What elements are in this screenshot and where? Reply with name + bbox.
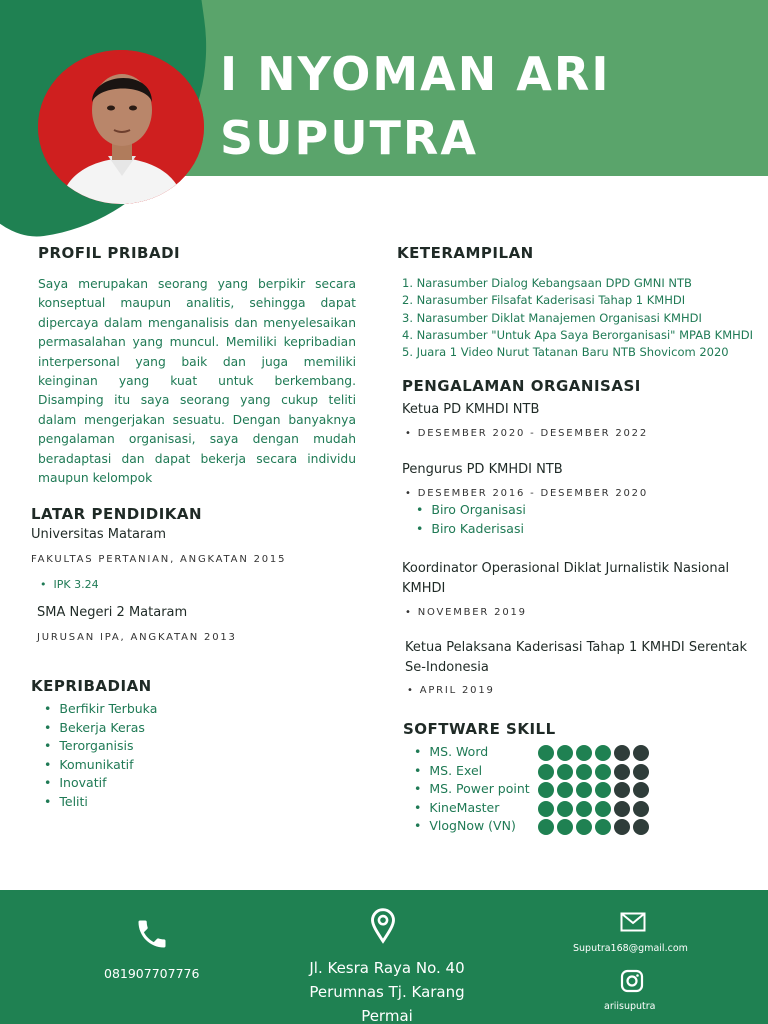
org-role: Pengurus PD KMHDI NTB: [402, 462, 563, 477]
sma-name: SMA Negeri 2 Mataram: [37, 605, 188, 620]
skill-dot-filled: [595, 782, 611, 798]
org-date: • DESEMBER 2016 - DESEMBER 2020: [405, 488, 648, 499]
org-sub-list: [416, 501, 526, 538]
skill-dot-row: [538, 763, 649, 782]
email-address[interactable]: Suputra168@gmail.com: [573, 943, 688, 954]
skill-dot-filled: [557, 764, 573, 780]
list-item: 2. Narasumber Filsafat Kaderisasi Tahap 1 KMHDI: [402, 293, 686, 308]
org-role-line: Koordinator Operasional Diklat Jurnalistik Nasional: [402, 561, 730, 576]
skill-dot-filled: [595, 819, 611, 835]
software-title: SOFTWARE SKILL: [403, 720, 556, 738]
phone-icon: [134, 916, 170, 952]
org-role: [405, 638, 747, 677]
skill-dot-empty: [614, 764, 630, 780]
skill-dot-empty: [633, 764, 649, 780]
skill-dot-empty: [633, 782, 649, 798]
software-name: • MS. Word: [414, 743, 530, 762]
instagram-handle[interactable]: ariisuputra: [604, 1001, 656, 1012]
organisasi-title: PENGALAMAN ORGANISASI: [402, 377, 641, 395]
skill-dot-row: [538, 800, 649, 819]
skill-dot-filled: [538, 819, 554, 835]
skill-dot-filled: [576, 745, 592, 761]
address-line: Jl. Kesra Raya No. 40: [309, 959, 465, 977]
org-date: • APRIL 2019: [407, 685, 495, 696]
org-role-line: Se-Indonesia: [405, 659, 489, 675]
software-list: [414, 743, 530, 836]
instagram-icon: [620, 969, 644, 993]
skill-dot-row: [538, 781, 649, 800]
skill-dot-filled: [595, 764, 611, 780]
skill-dot-filled: [576, 782, 592, 798]
org-role: [402, 559, 729, 598]
skill-dot-empty: [633, 745, 649, 761]
skill-dot-empty: [633, 801, 649, 817]
pendidikan-title: LATAR PENDIDIKAN: [31, 505, 203, 523]
skill-dot-filled: [576, 764, 592, 780]
keterampilan-list: [402, 275, 753, 361]
skill-dot-empty: [614, 782, 630, 798]
skill-dot-empty: [614, 801, 630, 817]
ipk-item: • IPK 3.24: [40, 578, 99, 591]
skill-dot-row: [538, 818, 649, 837]
list-item: 3. Narasumber Diklat Manajemen Organisasi KMHDI: [402, 310, 702, 325]
keterampilan-title: KETERAMPILAN: [397, 244, 534, 262]
list-item: • Komunikatif: [44, 756, 157, 775]
address: [280, 956, 494, 1024]
phone-number: 081907707776: [104, 966, 200, 981]
skill-dot-empty: [614, 745, 630, 761]
list-item: • Biro Organisasi: [416, 501, 526, 520]
sma-details: JURUSAN IPA, ANGKATAN 2013: [37, 632, 237, 643]
email-icon: [620, 912, 646, 932]
person-name: [220, 42, 610, 170]
name-line-1: I NYOMAN ARI: [220, 47, 611, 101]
list-item: 5. Juara 1 Video Nurut Tatanan Baru NTB Shovicom 2020: [402, 345, 729, 360]
univ-name: Universitas Mataram: [31, 527, 166, 542]
univ-details: FAKULTAS PERTANIAN, ANGKATAN 2015: [31, 554, 287, 565]
profile-photo: [38, 50, 204, 204]
org-role-line: KMHDI: [402, 580, 446, 596]
org-date: • DESEMBER 2020 - DESEMBER 2022: [405, 428, 648, 439]
skill-dot-filled: [557, 745, 573, 761]
list-item: • Teliti: [44, 793, 157, 812]
profil-title: PROFIL PRIBADI: [38, 244, 181, 262]
list-item: 4. Narasumber "Untuk Apa Saya Berorganisasi" MPAB KMHDI: [402, 327, 754, 342]
software-name: • MS. Exel: [414, 762, 530, 781]
kepribadian-title: KEPRIBADIAN: [31, 677, 152, 695]
skill-dot-filled: [538, 764, 554, 780]
address-line: Perumnas Tj. Karang: [309, 983, 465, 1001]
skill-dot-filled: [576, 801, 592, 817]
list-item: • Biro Kaderisasi: [416, 520, 526, 539]
skill-dot-filled: [595, 801, 611, 817]
list-item: 1. Narasumber Dialog Kebangsaan DPD GMNI NTB: [402, 276, 692, 290]
list-item: • Inovatif: [44, 774, 157, 793]
skill-dot-row: [538, 744, 649, 763]
kepribadian-list: [44, 700, 157, 811]
org-role-line: Ketua Pelaksana Kaderisasi Tahap 1 KMHDI Serentak: [405, 640, 747, 655]
skill-dot-empty: [614, 819, 630, 835]
list-item: • Bekerja Keras: [44, 719, 157, 738]
skill-rating-dots: [538, 744, 649, 837]
skill-dot-filled: [576, 819, 592, 835]
org-date: • NOVEMBER 2019: [405, 607, 527, 618]
skill-dot-filled: [557, 819, 573, 835]
software-name: • VlogNow (VN): [414, 817, 530, 836]
list-item: • Terorganisis: [44, 737, 157, 756]
skill-dot-filled: [538, 801, 554, 817]
skill-dot-filled: [538, 745, 554, 761]
profil-text: Saya merupakan seorang yang berpikir secara konseptual maupun analitis, sehingga dapat dipercaya dalam menganalisis dan menyelesaikan permasalahan yang muncul. Memiliki kepribadian interpersonal yang baik dan juga memiliki keinginan yang kuat untuk berkembang. Disamping itu saya seorang yang cukup teliti dalam mengerjakan sesuatu. Dengan banyaknya pengalaman organisasi, saya dengan mudah beradaptasi dan dapat bekerja secara individu maupun kelompok: [38, 277, 356, 486]
software-name: • KineMaster: [414, 799, 530, 818]
address-line: Permai: [361, 1007, 413, 1024]
software-name: • MS. Power point: [414, 780, 530, 799]
name-line-2: SUPUTRA: [220, 111, 478, 165]
skill-dot-filled: [538, 782, 554, 798]
ipk-value: IPK 3.24: [53, 578, 99, 591]
footer: [0, 890, 768, 1024]
skill-dot-filled: [557, 801, 573, 817]
skill-dot-empty: [633, 819, 649, 835]
list-item: • Berfikir Terbuka: [44, 700, 157, 719]
skill-dot-filled: [595, 745, 611, 761]
location-pin-icon: [369, 908, 397, 944]
org-role: Ketua PD KMHDI NTB: [402, 402, 540, 417]
skill-dot-filled: [557, 782, 573, 798]
